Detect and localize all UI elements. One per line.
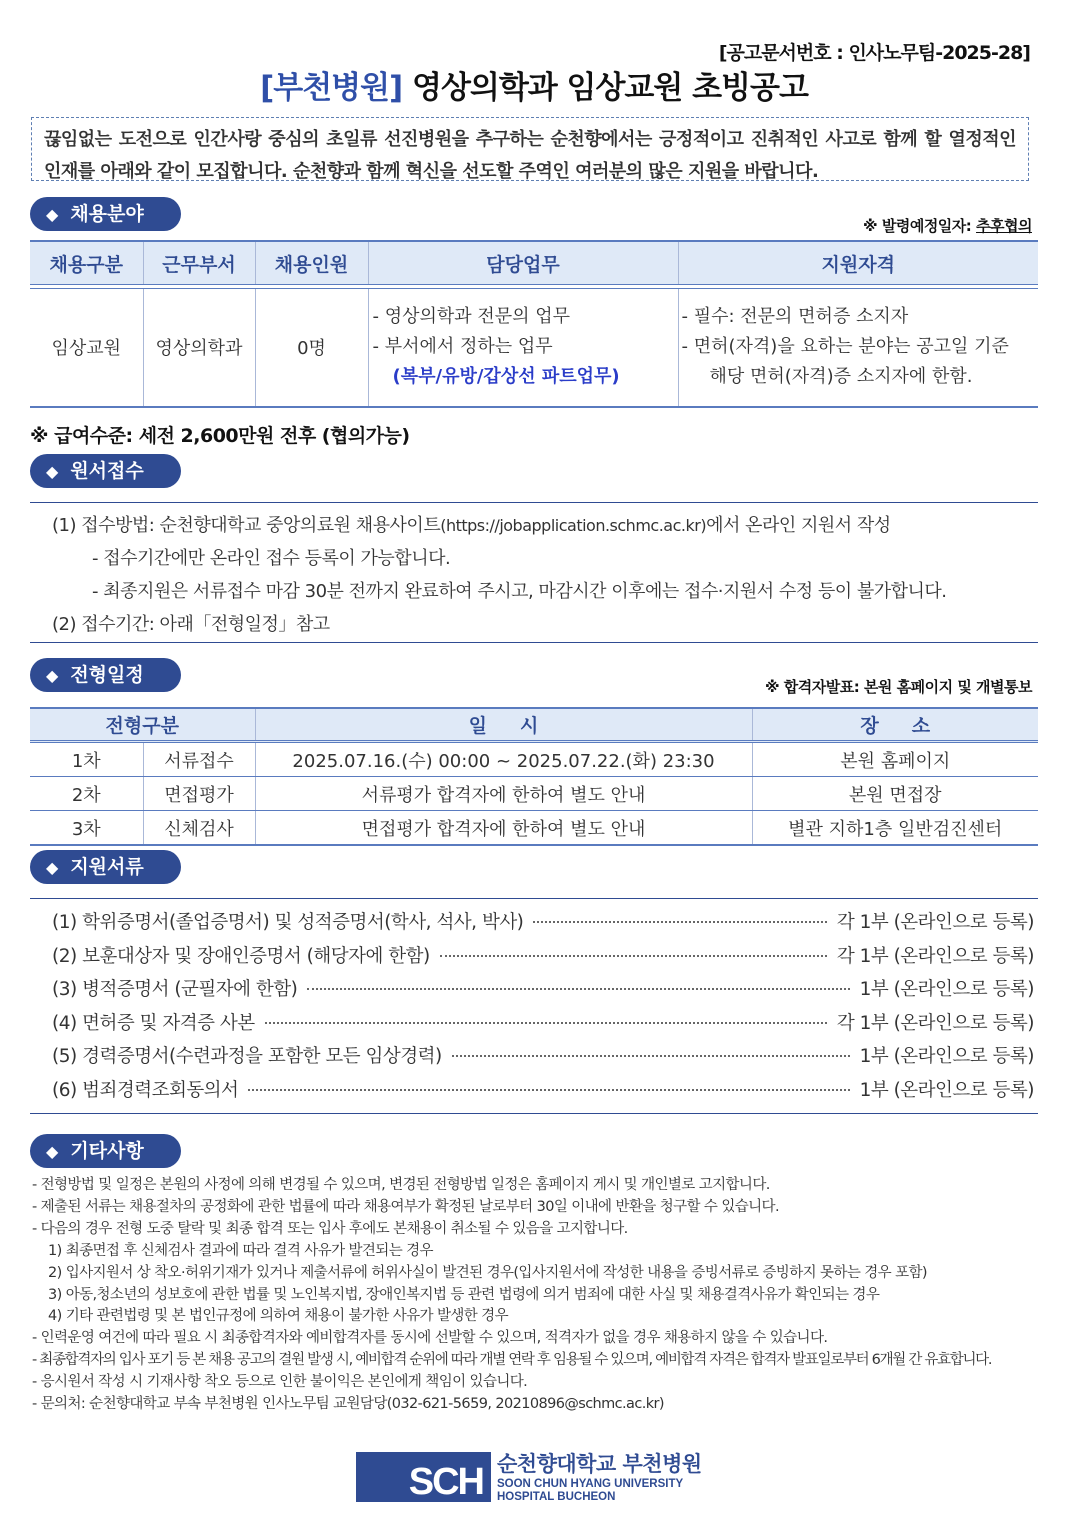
logo-mark-text: SCH (408, 1461, 483, 1503)
document-value: 각 1부 (온라인으로 등록) (836, 912, 1034, 933)
header-cell: 전형구분 (30, 708, 255, 742)
section-application-label: 원서접수 (70, 460, 144, 482)
recruit-count: 0명 (255, 289, 368, 407)
schedule-date: 2025.07.16.(수) 00:00 ~ 2025.07.22.(화) 23:30 (255, 742, 752, 777)
schedule-place: 본원 홈페이지 (752, 742, 1038, 777)
appointment-note-value: 추후협의 (976, 217, 1032, 235)
duty-line: - 영상의학과 전문의 업무 (372, 306, 571, 328)
section-schedule-label: 전형일정 (70, 664, 144, 686)
dot-leader (452, 1055, 850, 1057)
schedule-table (30, 707, 1038, 846)
document-label: (4) 면허증 및 자격증 사본 (52, 1012, 255, 1034)
application-body (52, 509, 947, 641)
list-item (52, 1076, 1034, 1110)
documents-list (52, 908, 1034, 1109)
schedule-type: 신체검사 (143, 811, 255, 846)
misc-line: - 인력운영 여건에 따라 필요 시 최종합격자와 예비합격자를 동시에 선발할 수 있으며, 적격자가 없을 경우 채용하지 않을 수 있습니다. (32, 1330, 828, 1347)
list-item (52, 1009, 1034, 1043)
logo-name-en (497, 1478, 683, 1504)
section-misc (30, 1134, 181, 1168)
recruit-type: 임상교원 (30, 289, 143, 407)
document-label: (2) 보훈대상자 및 장애인증명서 (해당자에 한함) (52, 945, 430, 967)
dot-leader (307, 988, 849, 990)
misc-line: - 최종합격자의 입사 포기 등 본 채용 공고의 결원 발생 시, 예비합격 순위에 따라 개별 연락 후 임용될 수 있으며, 예비합격 자격은 합격자 발표일로부터 6개월 간 유효합니다. (32, 1352, 992, 1369)
logo-mark (356, 1452, 491, 1502)
dot-leader (533, 921, 826, 923)
schedule-stage: 3차 (30, 811, 143, 846)
list-item (52, 942, 1034, 976)
diamond-icon: ◆ (46, 1142, 59, 1161)
doc-number: [공고문서번호 : 인사노무팀-2025-28] (718, 42, 1030, 64)
application-method-tail: 에서 온라인 지원서 작성 (706, 515, 891, 536)
schedule-date: 면접평가 합격자에 한하여 별도 안내 (255, 811, 752, 846)
recruit-dept: 영상의학과 (143, 289, 255, 407)
document-label: (5) 경력증명서(수련과정을 포함한 모든 임상경력) (52, 1046, 442, 1067)
qual-line: - 필수: 전문의 면허증 소지자 (681, 306, 909, 328)
header-cell: 지원자격 (678, 241, 1038, 285)
table-row (30, 777, 1038, 811)
schedule-type: 서류접수 (143, 742, 255, 777)
logo-en-line: HOSPITAL BUCHEON (497, 1491, 616, 1503)
section-application (30, 454, 181, 488)
header-cell: 근무부서 (143, 241, 255, 285)
application-line: - 접수기간에만 온라인 접수 등록이 가능합니다. (92, 548, 451, 569)
qual-line: - 면허(자격)을 요하는 분야는 공고일 기준 (681, 336, 1009, 358)
misc-line: - 다음의 경우 전형 도중 탈락 및 최종 합격 또는 입사 후에도 본채용이 취소될 수 있음을 고지합니다. (32, 1220, 628, 1237)
diamond-icon: ◆ (46, 666, 59, 685)
divider (30, 502, 1038, 503)
dot-leader (248, 1089, 849, 1091)
list-item (52, 975, 1034, 1009)
schedule-place: 별관 지하1층 일반검진센터 (752, 811, 1038, 846)
divider (30, 1113, 1038, 1114)
header-cell: 담당업무 (368, 241, 678, 285)
misc-line: - 전형방법 및 일정은 본원의 사정에 의해 변경될 수 있으며, 변경된 전형방법 일정은 홈페이지 게시 및 개인별로 고지합니다. (32, 1177, 770, 1193)
title-hospital: [부천병원] (260, 70, 403, 106)
document-label: (1) 학위증명서(졸업증명서) 및 성적증명서(학사, 석사, 박사) (52, 912, 524, 933)
duty-highlight: (복부/유방/갑상선 파트업무) (392, 366, 620, 388)
salary-note: ※ 급여수준: 세전 2,600만원 전후 (협의가능) (30, 425, 410, 447)
table-row (30, 289, 1038, 407)
dot-leader (440, 955, 827, 957)
divider (30, 642, 1038, 643)
misc-line: - 문의처: 순천향대학교 부속 부천병원 인사노무팀 교원담당(032-621-5659, 20210896@schmc.ac.kr) (32, 1396, 664, 1413)
schedule-table-header (30, 708, 1038, 742)
application-line: (2) 접수기간: 아래「전형일정」참고 (52, 614, 330, 635)
document-label: (3) 병적증명서 (군필자에 한함) (52, 979, 298, 1000)
diamond-icon: ◆ (46, 858, 59, 877)
section-schedule (30, 658, 181, 692)
duty-line: - 부서에서 정하는 업무 (372, 336, 553, 358)
document-value: 1부 (온라인으로 등록) (859, 979, 1034, 1000)
application-method: (1) 접수방법: 순천향대학교 중앙의료원 채용사이트 (52, 515, 441, 536)
document-value: 각 1부 (온라인으로 등록) (836, 945, 1034, 967)
document-value: 1부 (온라인으로 등록) (859, 1046, 1034, 1067)
divider (30, 898, 1038, 899)
list-item (52, 908, 1034, 942)
recruit-table-header (30, 241, 1038, 285)
schedule-date: 서류평가 합격자에 한하여 별도 안내 (255, 777, 752, 811)
section-documents-label: 지원서류 (70, 856, 144, 878)
section-recruit (30, 197, 181, 231)
diamond-icon: ◆ (46, 462, 59, 481)
header-cell: 채용구분 (30, 241, 143, 285)
recruit-duty (368, 289, 678, 407)
misc-line: 2) 입사지원서 상 착오·허위기재가 있거나 제출서류에 허위사실이 발견된 경우(입사지원서에 작성한 내용을 증빙서류로 증빙하지 못하는 경우 포함) (48, 1264, 927, 1281)
schedule-stage: 1차 (30, 742, 143, 777)
appointment-note (863, 215, 1032, 236)
section-recruit-label: 채용분야 (70, 203, 144, 225)
list-item (52, 1042, 1034, 1076)
schedule-place: 본원 면접장 (752, 777, 1038, 811)
header-cell: 일 시 (255, 708, 752, 742)
qual-line: 해당 면허(자격)증 소지자에 한함. (709, 366, 973, 388)
misc-list (32, 1175, 991, 1416)
table-row (30, 742, 1038, 777)
header-cell: 장 소 (752, 708, 1038, 742)
document-label: (6) 범죄경력조회동의서 (52, 1079, 239, 1101)
application-url: (https://jobapplication.schmc.ac.kr) (440, 516, 707, 535)
document-value: 각 1부 (온라인으로 등록) (836, 1012, 1034, 1034)
document-value: 1부 (온라인으로 등록) (859, 1079, 1034, 1101)
header-cell: 채용인원 (255, 241, 368, 285)
intro-box: 끊임없는 도전으로 인간사랑 중심의 초일류 선진병원을 추구하는 순천향에서는 긍정적이고 진취적인 사고로 함께 할 열정적인 인재를 아래와 같이 모집합니다. 순천향과 함께 혁신을 선도할 주역인 여러분의 많은 지원을 바랍니다. (31, 117, 1029, 181)
title-main: 영상의학과 임상교원 초빙공고 (412, 70, 808, 106)
application-line (52, 509, 947, 542)
result-note: ※ 합격자발표: 본원 홈페이지 및 개별통보 (764, 678, 1032, 696)
logo-en-line: SOON CHUN HYANG UNIVERSITY (497, 1478, 684, 1490)
section-misc-label: 기타사항 (70, 1140, 144, 1162)
schedule-type: 면접평가 (143, 777, 255, 811)
dot-leader (265, 1022, 827, 1024)
misc-line: - 제출된 서류는 채용절차의 공정화에 관한 법률에 따라 채용여부가 확정된 날로부터 30일 이내에 반환을 청구할 수 있습니다. (32, 1198, 779, 1215)
misc-line: - 응시원서 작성 시 기재사항 착오 등으로 인한 불이익은 본인에게 책임이 있습니다. (32, 1374, 528, 1391)
misc-line: 1) 최종면접 후 신체검사 결과에 따라 결격 사유가 발견되는 경우 (48, 1242, 433, 1259)
table-row (30, 811, 1038, 846)
logo-name-kr: 순천향대학교 부천병원 (497, 1452, 702, 1476)
recruit-qualification (678, 289, 1038, 407)
misc-line: 4) 기타 관련법령 및 본 법인규정에 의하여 채용이 불가한 사유가 발생한 경우 (48, 1308, 508, 1325)
section-documents (30, 850, 181, 884)
misc-line: 3) 아동,청소년의 성보호에 관한 법률 및 노인복지법, 장애인복지법 등 관련 법령에 의거 범죄에 대한 사실 및 채용결격사유가 확인되는 경우 (48, 1286, 880, 1303)
diamond-icon: ◆ (46, 205, 59, 224)
application-line: - 최종지원은 서류접수 마감 30분 전까지 완료하여 주시고, 마감시간 이후에는 접수·지원서 수정 등이 불가합니다. (92, 581, 947, 602)
recruit-table (30, 240, 1038, 408)
schedule-stage: 2차 (30, 777, 143, 811)
appointment-note-label: ※ 발령예정일자: (863, 217, 972, 235)
page-title (0, 62, 1068, 107)
